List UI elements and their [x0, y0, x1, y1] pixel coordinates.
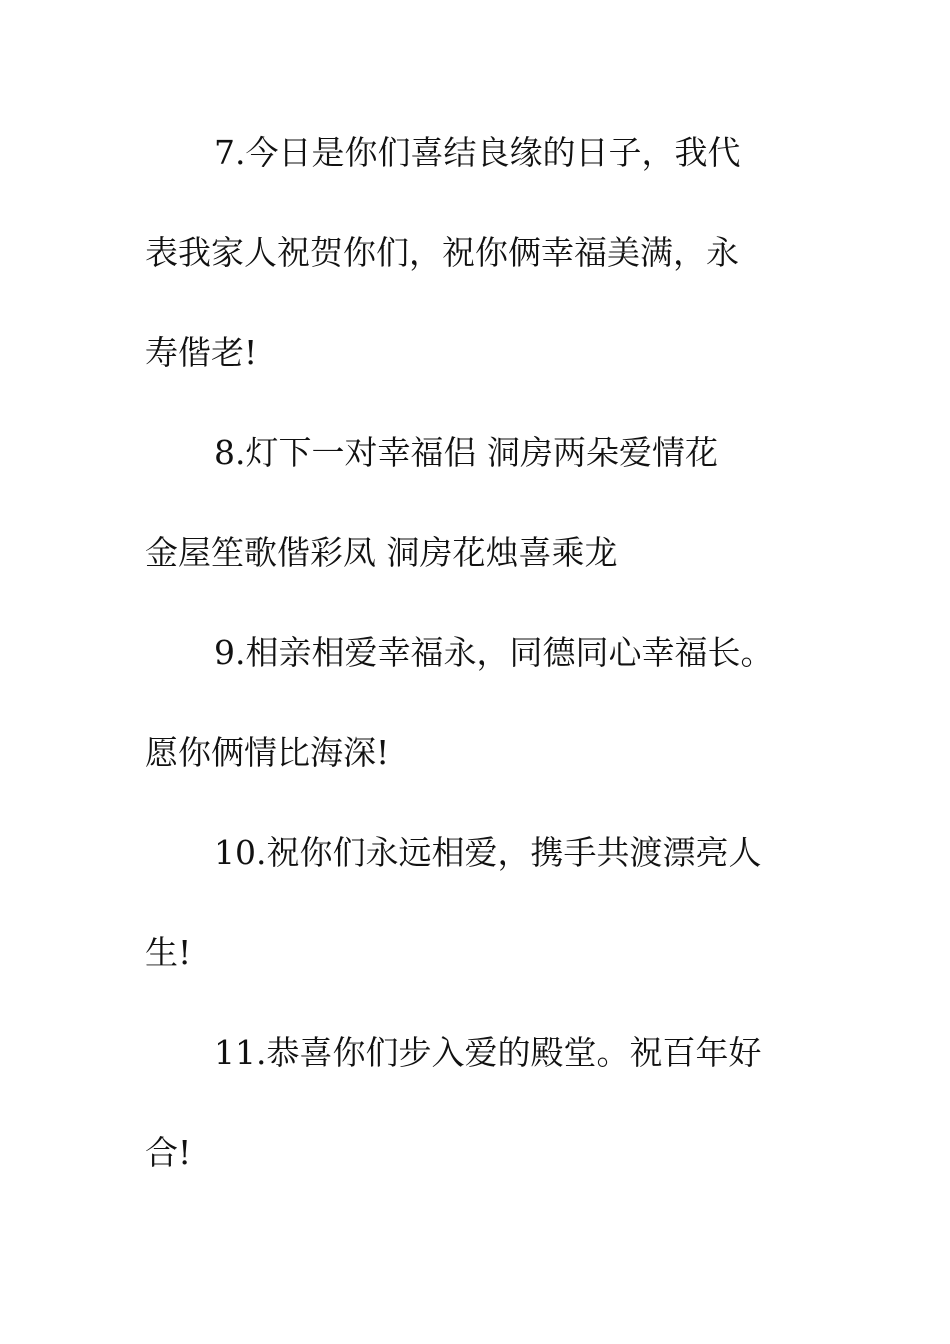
- paragraph-8-line-2: 金屋笙歌偕彩凤 洞房花烛喜乘龙: [145, 533, 618, 572]
- paragraph-11-line-1: 11.恭喜你们步入爱的殿堂。祝百年好: [214, 1033, 762, 1072]
- paragraph-9-line-2: 愿你俩情比海深!: [145, 733, 390, 772]
- paragraph-10-line-1: 10.祝你们永远相爱，携手共渡漂亮人: [214, 833, 762, 872]
- paragraph-9-line-1: 9.相亲相爱幸福永，同德同心幸福长。: [214, 633, 774, 672]
- paragraph-7-line-1: 7.今日是你们喜结良缘的日子，我代: [214, 133, 741, 172]
- paragraph-10-line-2: 生!: [145, 933, 192, 972]
- paragraph-11-line-2: 合!: [145, 1133, 192, 1172]
- paragraph-8-line-1: 8.灯下一对幸福侣 洞房两朵爱情花: [214, 433, 718, 472]
- paragraph-7-line-2: 表我家人祝贺你们，祝你俩幸福美满，永: [145, 233, 739, 272]
- paragraph-7-line-3: 寿偕老!: [145, 333, 258, 372]
